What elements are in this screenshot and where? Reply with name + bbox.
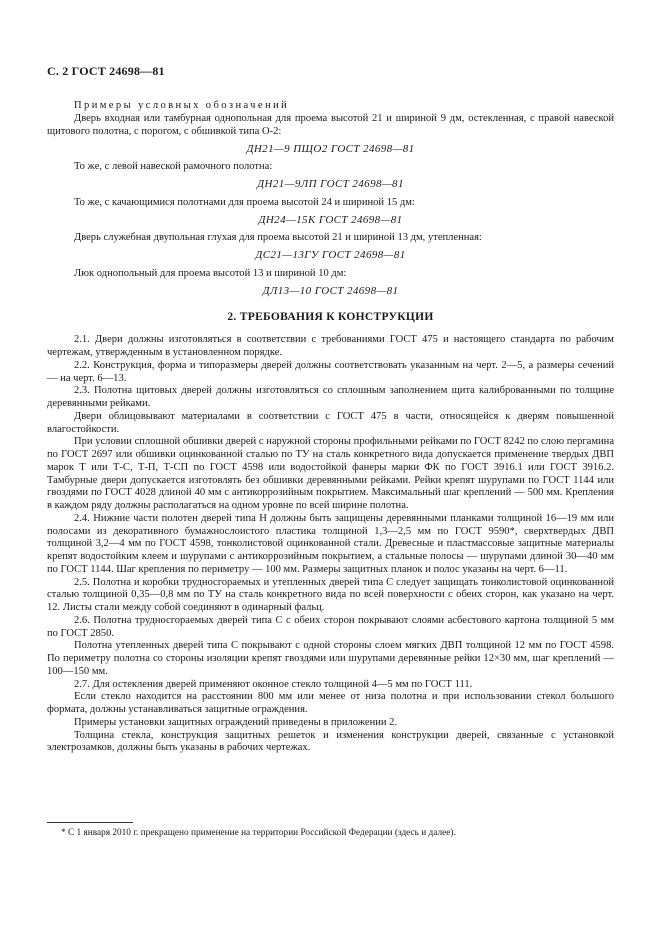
example-text: То же, с качающимися полотнами для проема высотой 24 и шириной 15 дм:: [74, 196, 415, 208]
paragraph: Толщина стекла, конструкция защитных решеток и изменения конструкции дверей, связанные с установкой электрозамков, должны быть указаны в рабочих чертежах.: [47, 729, 614, 754]
paragraph: 2.4. Нижние части полотен дверей типа Н должны быть защищены деревянными планками толщиной 16—19 мм или полосами из декоративного бумажнослоистого пластика толщиной 1,3—2,5 мм по ГОСТ 9590*, сверхтвердых ДВП толщиной 3,2—4 мм по ГОСТ 4598, тонколистовой оцинкованной стали. Древесные и пластмассовые защитные материалы крепят водостойким клеем и шурупами с антикоррозийным покрытием, а стальные полосы — шурупами длиной 30—40 мм по ГОСТ 1144. Шаг крепления по периметру — 100 мм. Размеры защитных планок и полос указаны на черт. 6—11.: [47, 512, 614, 575]
example-designation: ДЛ13—10 ГОСТ 24698—81: [262, 284, 399, 297]
paragraph: 2.7. Для остекления дверей применяют оконное стекло толщиной 4—5 мм по ГОСТ 111.: [74, 678, 473, 690]
footnote: * С 1 января 2010 г. прекращено применение на территории Российской Федерации (здесь и далее).: [61, 828, 456, 838]
example-designation: ДН21—9 ПЩО2 ГОСТ 24698—81: [246, 142, 415, 155]
example-designation: ДН24—15К ГОСТ 24698—81: [258, 213, 403, 226]
paragraph: Двери облицовывают материалами в соответствии с ГОСТ 475 в части, относящейся к дверям повышенной влагостойкости.: [47, 410, 614, 435]
example-text: Дверь входная или тамбурная однопольная для проема высотой 21 и шириной 9 дм, остекленная, с правой навеской щитового полотна, с порогом, с обшивкой типа О-2:: [47, 112, 614, 137]
footnote-divider: [47, 822, 133, 823]
paragraph: Если стекло находится на расстоянии 800 мм или менее от низа полотна и при использовании стекол большого формата, должны устанавливаться защитные ограждения.: [47, 691, 614, 715]
example-text: То же, с левой навеской рамочного полотна:: [74, 161, 273, 172]
paragraph: При условии сплошной обшивки дверей с наружной стороны профильными рейками по ГОСТ 8242 по слою пергамина по ГОСТ 2697 или обшивки оцинкованной сталью по ТУ на сталь конкретного вида допускается применение твердых ДВП марок Т или Т-С, Т-П, Т-СП по ГОСТ 4598 или водостойкой фанеры марки ФК по ГОСТ 3916.1 или ГОСТ 3916.2. Тамбурные двери допускается изготовлять без обшивки деревянными рейками. Рейки крепят шурупами по ГОСТ 1144 или гвоздями по ГОСТ 4028 длиной 40 мм с антикоррозийным покрытием. Максимальный шаг креплений — 500 мм. Крепления в каждом ряду должны располагаться на одном уровне по всей ширине полотна.: [47, 436, 614, 511]
paragraph: Примеры установки защитных ограждений приведены в приложении 2.: [74, 716, 398, 728]
paragraph: Полотна утепленных дверей типа С покрывают с одной стороны слоем мягких ДВП толщиной 12 мм по ГОСТ 4598. По периметру полотна со стороны изоляции крепят гвоздями или шурупами деревянные рейки 12×30 мм, шаг креплений — 100—150 мм.: [47, 640, 614, 677]
section-title: 2. ТРЕБОВАНИЯ К КОНСТРУКЦИИ: [227, 310, 434, 323]
paragraph: 2.1. Двери должны изготовляться в соответствии с требованиями ГОСТ 475 и настоящего стандарта по рабочим чертежам, утвержденным в установленном порядке.: [47, 334, 614, 358]
document-body: [47, 100, 614, 755]
example-text: Дверь служебная двупольная глухая для проема высотой 21 и шириной 13 дм, утепленная:: [74, 232, 482, 243]
paragraph: 2.3. Полотна щитовых дверей должны изготовляться со сплошным заполнением щита калиброванными по толщине деревянными рейками.: [47, 385, 614, 409]
page-header: С. 2 ГОСТ 24698—81: [47, 64, 165, 78]
example-designation: ДН21—9ЛП ГОСТ 24698—81: [257, 178, 404, 191]
examples-heading: Примеры условных обозначений: [74, 100, 290, 111]
example-text: Люк однопольный для проема высотой 13 и шириной 10 дм:: [74, 267, 347, 279]
paragraph: 2.5. Полотна и коробки трудносгораемых и утепленных дверей типа С следует защищать тонколистовой оцинкованной сталью толщиной 0,35—0,8 мм по ТУ на сталь конкретного вида по всей поверхности с обеих сторон, как указано на черт. 12. Листы стали между собой соединяют в одинарный фальц.: [47, 576, 614, 613]
example-designation: ДС21—13ГУ ГОСТ 24698—81: [255, 249, 406, 262]
paragraph: 2.2. Конструкция, форма и типоразмеры дверей должны соответствовать указанным на черт. 2—5, а размеры сечений — на черт. 6—13.: [47, 359, 614, 384]
paragraph: 2.6. Полотна трудносгораемых дверей типа С с обеих сторон покрывают слоями асбестового картона толщиной 5 мм по ГОСТ 2850.: [47, 614, 614, 639]
